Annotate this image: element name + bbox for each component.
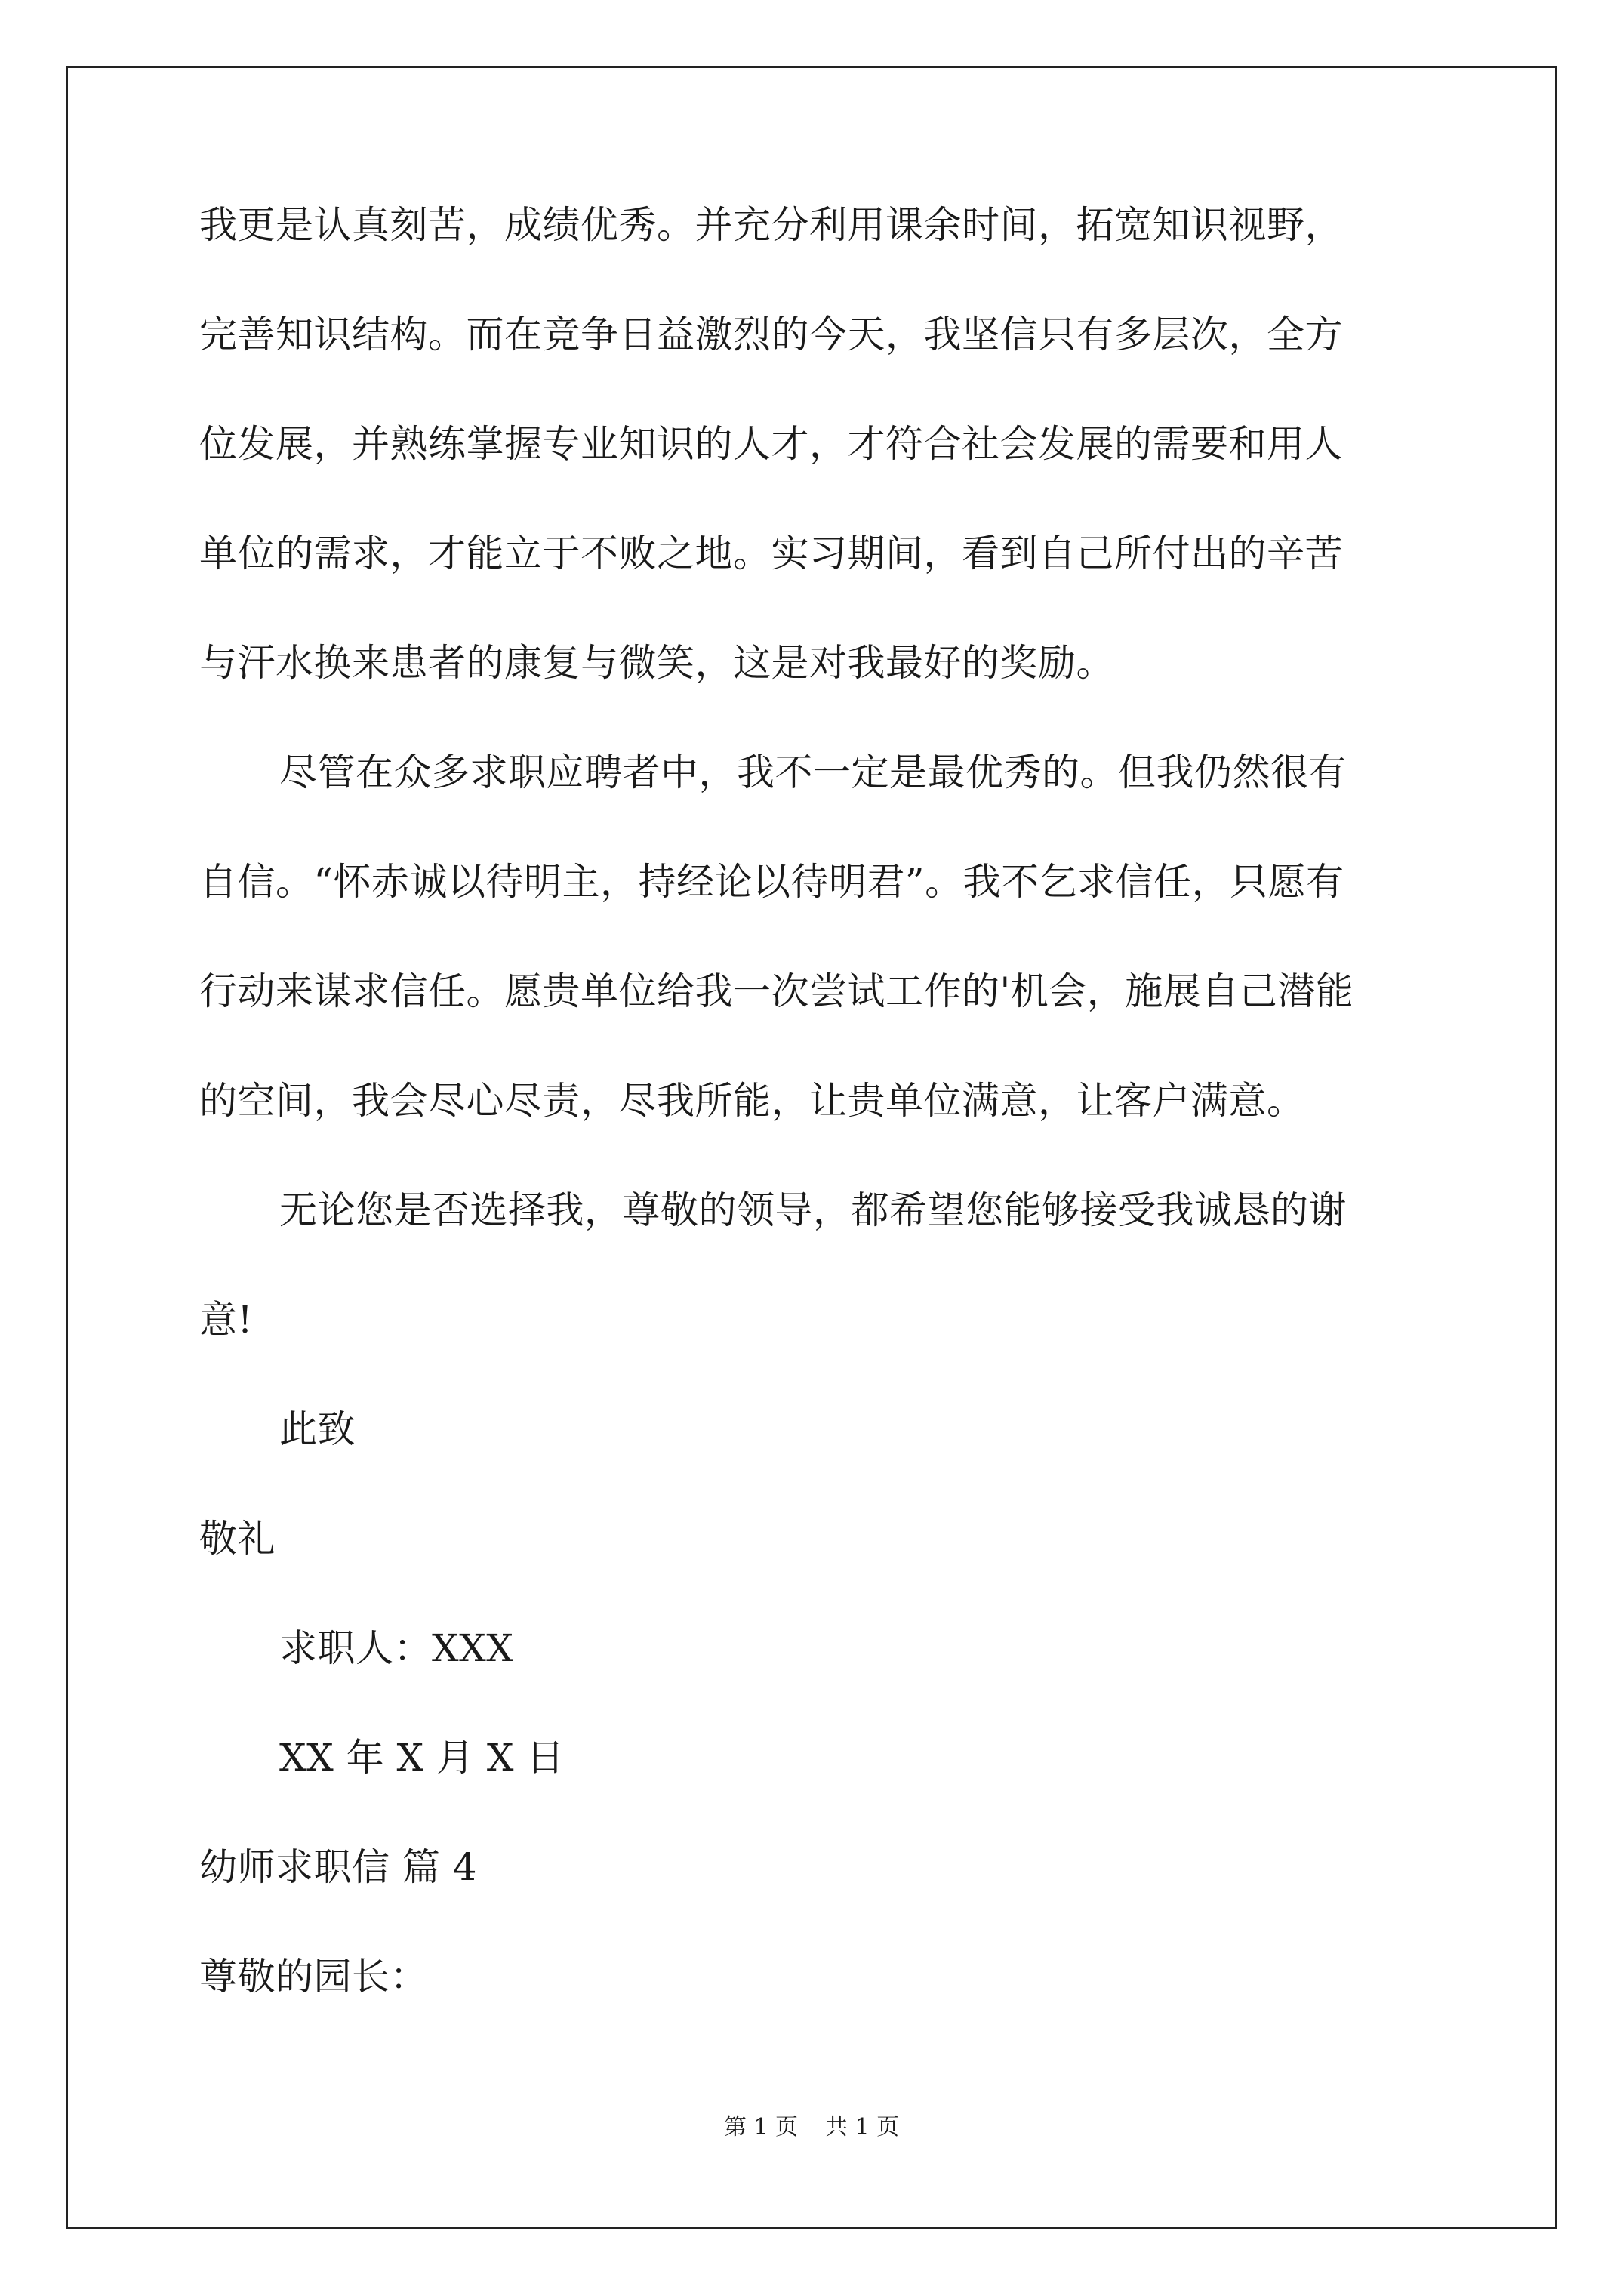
paragraph-line: 完善知识结构。而在竞争日益激烈的今天，我坚信只有多层次，全方 (199, 313, 1343, 356)
page-footer (0, 2113, 1623, 2143)
paragraph-line: 自信。“怀赤诚以待明主，持经论以待明君”。我不乞求信任，只愿有 (199, 860, 1344, 904)
paragraph-line: 位发展，并熟练掌握专业知识的人才，才符合社会发展的需要和用人 (199, 422, 1343, 466)
page-border (66, 66, 1557, 2229)
paragraph-line: 行动来谋求信任。愿贵单位给我一次尝试工作的'机会，施展自己潜能 (199, 969, 1354, 1013)
signature-name: 求职人：XXX (279, 1626, 514, 1670)
greeting-line: 尊敬的园长： (199, 1955, 428, 1999)
salutation-line: 此致 (279, 1407, 356, 1451)
paragraph-line: 单位的需求，才能立于不败之地。实习期间，看到自己所付出的辛苦 (199, 532, 1343, 575)
salutation-line: 敬礼 (199, 1517, 276, 1561)
paragraph-line: 尽管在众多求职应聘者中，我不一定是最优秀的。但我仍然很有 (279, 750, 1347, 794)
paragraph-line: 我更是认真刻苦，成绩优秀。并充分利用课余时间，拓宽知识视野， (199, 203, 1343, 247)
paragraph-line: 无论您是否选择我，尊敬的领导，都希望您能够接受我诚恳的谢 (279, 1188, 1347, 1232)
signature-date: XX 年 X 月 X 日 (279, 1736, 565, 1780)
paragraph-line: 意! (199, 1298, 254, 1342)
section-heading: 幼师求职信 篇 4 (199, 1845, 478, 1889)
paragraph-line: 的空间，我会尽心尽责，尽我所能，让贵单位满意，让客户满意。 (199, 1079, 1305, 1123)
page-number: 第 1 页 (723, 2114, 798, 2140)
paragraph-line: 与汗水换来患者的康复与微笑，这是对我最好的奖励。 (199, 641, 1114, 685)
page-total: 共 1 页 (825, 2114, 900, 2140)
